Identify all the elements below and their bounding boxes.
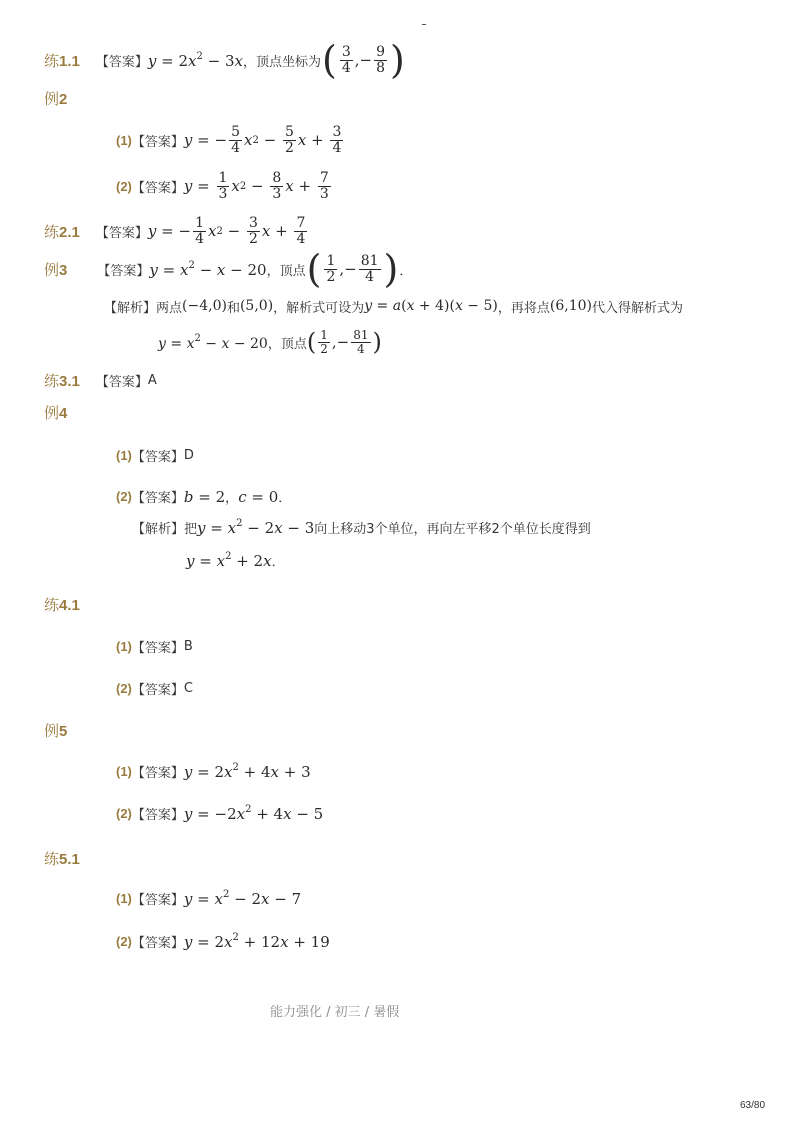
period: ． [399, 263, 413, 279]
sub-label: (1) [116, 132, 132, 148]
vertex-point: ( $\frac{1}{2}$ ,− $\frac{81}{4}$ ) [306, 327, 382, 356]
answer-value: C [183, 681, 193, 696]
answer-tag: 【答案】 [131, 134, 184, 150]
answer-row-l5-1-2 [116, 932, 330, 951]
label-l1-1: 练1.1 [44, 52, 80, 70]
label-l5-1: 练5.1 [44, 851, 80, 868]
answer-row-l5-1-1 [116, 889, 301, 908]
math-expression: $y = x^2 + 2x$ [186, 551, 272, 570]
answer-row-l3-1 [44, 370, 157, 391]
vertex-point: ( $\frac{3}{4}$ ,− $\frac{9}{8}$ ) [322, 38, 405, 82]
analysis-row-e4-2 [186, 551, 285, 570]
analysis-row-e3 [104, 294, 683, 318]
period: ． [278, 491, 292, 506]
label-e3: 例3 [44, 261, 68, 279]
answer-tag: 【答案】 [97, 263, 150, 279]
label-l4-1: 练4.1 [44, 597, 80, 614]
math-expression: $y = x^2 - 2x - 7$ [183, 889, 302, 908]
math-expression: $y = x^2 - 2x - 3$ [197, 518, 315, 537]
point-b: (5,0) [239, 298, 274, 314]
sub-label: (2) [116, 489, 132, 504]
answer-row-e5-1 [116, 762, 311, 781]
page-footer: 能力强化 / 初三 / 暑假 [270, 1005, 400, 1020]
point-a: (−4,0) [182, 298, 227, 314]
answer-row-l1-1 [44, 38, 406, 82]
answer-tag: 【答案】 [131, 683, 184, 698]
math-expression: $y = x^2 - x - 20$ [158, 332, 268, 352]
page-number: 63/80 [740, 1100, 766, 1111]
answer-tag: 【答案】 [95, 225, 148, 241]
analysis-text: ，再将点 [497, 300, 550, 316]
sub-label: (2) [116, 178, 132, 194]
sub-label: (1) [116, 639, 132, 654]
answer-tag: 【答案】 [131, 893, 184, 908]
answer-tag: 【答案】 [131, 766, 184, 781]
analysis-text: ，解析式可设为 [273, 300, 365, 316]
answer-tag: 【答案】 [131, 450, 184, 465]
label-e4: 例4 [44, 405, 68, 422]
analysis-tag: 【解析】 [132, 522, 185, 537]
period: ． [271, 555, 285, 570]
sub-label: (2) [116, 681, 132, 696]
answer-tag: 【答案】 [131, 936, 184, 951]
math-expression: $y = -2x^2 + 4x - 5$ [183, 804, 324, 823]
analysis-row-e3-2 [158, 322, 382, 362]
analysis-row-e4 [132, 518, 591, 537]
math-expression: $y = 2x^2 + 4x + 3$ [183, 762, 311, 781]
math-expression: c = 0 [238, 487, 279, 506]
math-expression: $y = x^2 - x - 20$ [149, 259, 267, 279]
answer-row-e2-1 [116, 120, 345, 160]
label-e2: 例2 [44, 91, 68, 108]
analysis-text: 向上移动3个单位，再向左平移2个单位长度得到 [314, 522, 591, 537]
math-expression: $y = 2x^2 + 12x + 19$ [183, 932, 330, 951]
answer-row-e4-2 [116, 487, 291, 506]
answer-tag: 【答案】 [131, 808, 184, 823]
math-expression: y = a(x + 4)(x − 5) [364, 298, 498, 314]
analysis-tag: 【解析】 [104, 300, 157, 316]
analysis-text: 把 [184, 522, 198, 537]
answer-tag: 【答案】 [131, 180, 184, 196]
answer-value: B [183, 639, 193, 654]
label-l2-1: 练2.1 [44, 223, 80, 241]
analysis-text: 和 [226, 300, 240, 316]
answer-row-l4-1-2 [116, 679, 193, 698]
math-expression: b = 2 [183, 487, 226, 506]
sub-label: (1) [116, 764, 132, 779]
analysis-text: 代入得解析式为 [591, 300, 683, 316]
vertex-point: ( $\frac{1}{2}$ ,− $\frac{81}{4}$ ) [306, 247, 399, 291]
math-expression: y = $\frac{1}{3}$ x 2 − $\frac{8}{3}$ x + $\frac{7}{3}$ [183, 169, 329, 202]
math-expression: $y = 2x^2 - 3x$ [147, 50, 243, 70]
vertex-text: ，顶点 [266, 263, 306, 279]
label-e5: 例5 [44, 723, 68, 740]
answer-row-l4-1-1 [116, 637, 193, 656]
sub-label: (1) [116, 891, 132, 906]
analysis-text: 两点 [156, 300, 183, 316]
vertex-coord-text: ，顶点坐标为 [243, 54, 322, 70]
label-l3-1: 练3.1 [44, 373, 80, 390]
answer-row-e3 [44, 248, 412, 290]
sub-label: (1) [116, 448, 132, 463]
answer-row-l2-1 [44, 211, 309, 251]
answer-tag: 【答案】 [131, 491, 184, 506]
comma: ， [225, 491, 239, 506]
top-tick-mark [422, 24, 426, 25]
answer-row-e2-2 [116, 166, 333, 206]
answer-tag: 【答案】 [131, 641, 184, 656]
vertex-text: ，顶点 [267, 336, 307, 352]
sub-label: (2) [116, 934, 132, 949]
math-expression: y = − $\frac{1}{4}$ x 2 − $\frac{3}{2}$ x + $\frac{7}{4}$ [147, 214, 306, 247]
point-c: (6,10) [549, 298, 592, 314]
answer-tag: 【答案】 [95, 54, 148, 70]
math-expression: y = − $\frac{5}{4}$ x 2 − $\frac{5}{2}$ x + $\frac{3}{4}$ [183, 123, 342, 156]
answer-tag: 【答案】 [95, 375, 148, 390]
answer-value: A [147, 373, 157, 388]
answer-row-e5-2 [116, 804, 323, 823]
answer-value: D [183, 448, 194, 463]
answer-row-e4-1 [116, 446, 194, 465]
sub-label: (2) [116, 806, 132, 821]
